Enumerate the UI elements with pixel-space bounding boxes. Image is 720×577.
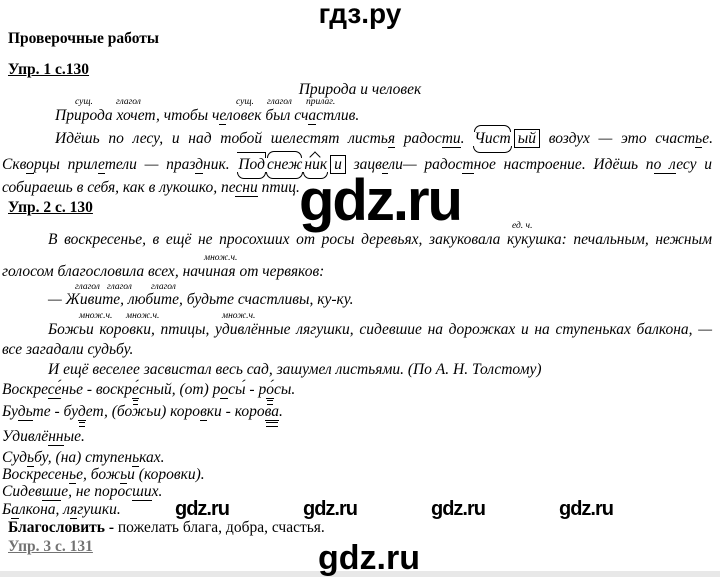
- text-run: ное настроение. Идёшь п: [473, 156, 654, 173]
- marked-word-part: а: [308, 107, 317, 124]
- text-run: Б: [2, 501, 12, 518]
- text-run: .: [460, 130, 474, 147]
- exercise3-title-clipped: Упр. 3 с. 131: [8, 538, 93, 555]
- number-label-plural: множ.ч.: [204, 253, 238, 263]
- marked-word-part: е: [219, 107, 226, 124]
- watermark-bottom: gdz.ru: [318, 539, 420, 577]
- ex1-sentence-2: [55, 130, 713, 148]
- watermark-small: gdz.ru: [431, 498, 485, 520]
- text-run: Суд: [2, 449, 28, 466]
- text-run: И ещё веселее засвистал весь сад, зашумел листьями. (По А. Н. Толстому): [48, 361, 542, 378]
- marked-word-part: и: [330, 155, 346, 174]
- analysis-line: [2, 449, 165, 467]
- text-run: ые.: [63, 428, 85, 445]
- text-run: те - бу: [32, 403, 78, 420]
- text-run: Божьи коровки, птицы, удивлённые лягушки, сидевшие на дорожках и на ступеньках балкона, —: [48, 321, 712, 338]
- marked-word-part: т: [462, 156, 474, 173]
- text-run: х.: [151, 483, 163, 500]
- marked-word-part: ь: [69, 466, 77, 483]
- watermark-small: gdz.ru: [175, 498, 229, 520]
- text-run: Сидев: [2, 483, 42, 500]
- marked-word-part: сни: [235, 179, 258, 196]
- text-run: сы.: [273, 381, 296, 398]
- ex2-sentence-5: [48, 361, 542, 379]
- marked-word-part: о́: [266, 381, 274, 398]
- marked-word-part: я: [387, 130, 396, 147]
- text-run: .: [279, 403, 283, 420]
- pos-label-verb: глагол: [116, 97, 141, 107]
- text-run: ках.: [139, 449, 165, 466]
- text-run: — Живите, любите, будьте счастливы, ку-ку.: [48, 291, 354, 308]
- text-run: гушки.: [77, 501, 121, 518]
- text-run: рцы прил: [33, 156, 98, 173]
- marked-word-part: ь: [695, 130, 703, 147]
- marked-word-part: о л: [653, 156, 677, 173]
- text-run: ловек был сч: [225, 107, 309, 124]
- marked-word-part: ь: [27, 449, 35, 466]
- text-run: все загадали судьбу.: [2, 341, 134, 358]
- marked-word-part: ый: [514, 129, 540, 148]
- text-run: Скв: [2, 156, 27, 173]
- ex2-sentence-3: [48, 321, 712, 339]
- marked-word-part: д: [195, 156, 204, 173]
- site-logo[interactable]: гдз.ру: [318, 0, 402, 29]
- marked-word-part: ти: [441, 130, 461, 147]
- marked-word-part: а: [11, 501, 19, 518]
- watermark-small: gdz.ru: [303, 498, 357, 520]
- ex1-sentence-1: [55, 107, 359, 125]
- marked-word-part: е́: [132, 381, 139, 398]
- text-run: тели — праз: [104, 156, 196, 173]
- marked-word-part: ши: [41, 483, 62, 500]
- number-label-singular: ед. ч.: [512, 221, 533, 231]
- marked-word-part: дь: [17, 403, 33, 420]
- text-run: голосом благословила всех, начиная от червяков:: [2, 263, 325, 280]
- text-run: собираешь в себя, как в лукошко, пе: [2, 179, 236, 196]
- analysis-line: [2, 403, 283, 421]
- text-run: радос: [395, 130, 442, 147]
- marked-word-part: ши: [132, 483, 152, 500]
- number-label-plural: множ.ч.: [222, 311, 256, 321]
- number-label-plural: множ.ч.: [79, 311, 113, 321]
- pos-label-adjective: прилаг.: [306, 97, 336, 107]
- text-run: Воскресен: [2, 466, 70, 483]
- text-run: лкона, л: [18, 501, 71, 518]
- marked-word-part: в: [200, 403, 207, 420]
- exercise2-title: Упр. 2 с. 130: [8, 199, 93, 216]
- marked-word-part: е: [381, 156, 389, 173]
- gloss-line: [8, 519, 325, 537]
- pos-label-noun: сущ.: [75, 97, 93, 107]
- analysis-line: [2, 428, 85, 446]
- text-run: птиц.: [257, 179, 300, 196]
- ex1-sentence-3: [2, 156, 712, 174]
- marked-word-part: се́: [47, 381, 62, 398]
- story-title: Природа и человек: [298, 81, 422, 98]
- marked-word-part: ник: [304, 156, 328, 173]
- text-run: сы́ - р: [228, 381, 267, 398]
- text-run: зацв: [345, 156, 382, 173]
- pos-label-verb: глагол: [151, 282, 176, 292]
- analysis-line: [2, 501, 121, 519]
- number-label-plural: множ.ч.: [126, 311, 160, 321]
- marked-word-part: ь: [132, 449, 140, 466]
- watermark-small: gdz.ru: [559, 498, 613, 520]
- text-run: бу, (на) ступен: [34, 449, 133, 466]
- pos-label-verb: глагол: [75, 282, 100, 292]
- marked-word-part: о: [220, 381, 229, 398]
- analysis-line: [2, 381, 295, 399]
- text-run: Природа хочет, чтобы ч: [55, 107, 220, 124]
- marked-word-part: Под: [238, 156, 265, 173]
- ex2-sentence-2: [2, 263, 324, 281]
- marked-word-part: е: [98, 156, 105, 173]
- pos-label-verb: глагол: [267, 97, 292, 107]
- text-run: ки - коро: [206, 403, 265, 420]
- ex1-sentence-4: [2, 179, 300, 197]
- text-run: сный, (от) р: [138, 381, 221, 398]
- marked-word-part: о: [26, 156, 34, 173]
- pos-label-verb: глагол: [107, 282, 132, 292]
- marked-word-part: Благословить -: [8, 519, 114, 536]
- marked-word-part: Чист: [474, 130, 511, 147]
- text-run: есу и: [676, 156, 712, 173]
- text-run: воздух — это счаст: [540, 130, 696, 147]
- exercise1-title: Упр. 1 с.130: [8, 61, 90, 78]
- marked-word-part: д: [77, 403, 86, 420]
- marked-word-part: ва: [264, 403, 279, 420]
- text-run: В воскресенье, в ещё не просохших от росы деревьях, закуковала кукушка: печальным, нежным: [48, 231, 712, 248]
- text-run: ли— радос: [388, 156, 463, 173]
- text-run: ник.: [203, 156, 238, 173]
- text-run: Бу: [2, 403, 18, 420]
- marked-word-part: я: [70, 501, 78, 518]
- text-run: е, не порос: [61, 483, 133, 500]
- text-run: е.: [702, 130, 713, 147]
- text-run: пожелать блага, добра, счастья.: [113, 519, 325, 536]
- text-run: нье - воскр: [61, 381, 133, 398]
- text-run: и (коровки).: [127, 466, 205, 483]
- marked-word-part: нн: [48, 428, 64, 445]
- text-run: Воскре: [2, 381, 48, 398]
- marked-word-part: ь: [120, 466, 128, 483]
- ex2-speech-line: [48, 291, 354, 309]
- analysis-line: [2, 466, 205, 484]
- marked-word-part: снеж: [266, 156, 303, 173]
- text-run: стлив.: [316, 107, 360, 124]
- pos-label-noun: сущ.: [236, 97, 254, 107]
- text-run: е, бож: [76, 466, 121, 483]
- section-heading: Проверочные работы: [8, 30, 159, 47]
- text-run: ет, (божьи) коро: [85, 403, 201, 420]
- text-run: Идёшь по лесу, и над тобой шелестят листь: [55, 130, 388, 147]
- ex2-sentence-1: [48, 231, 712, 249]
- text-run: Удивлё: [2, 428, 49, 445]
- watermark-center: gdz.ru: [299, 168, 461, 233]
- analysis-line: [2, 483, 162, 501]
- ex2-sentence-4: [2, 341, 133, 359]
